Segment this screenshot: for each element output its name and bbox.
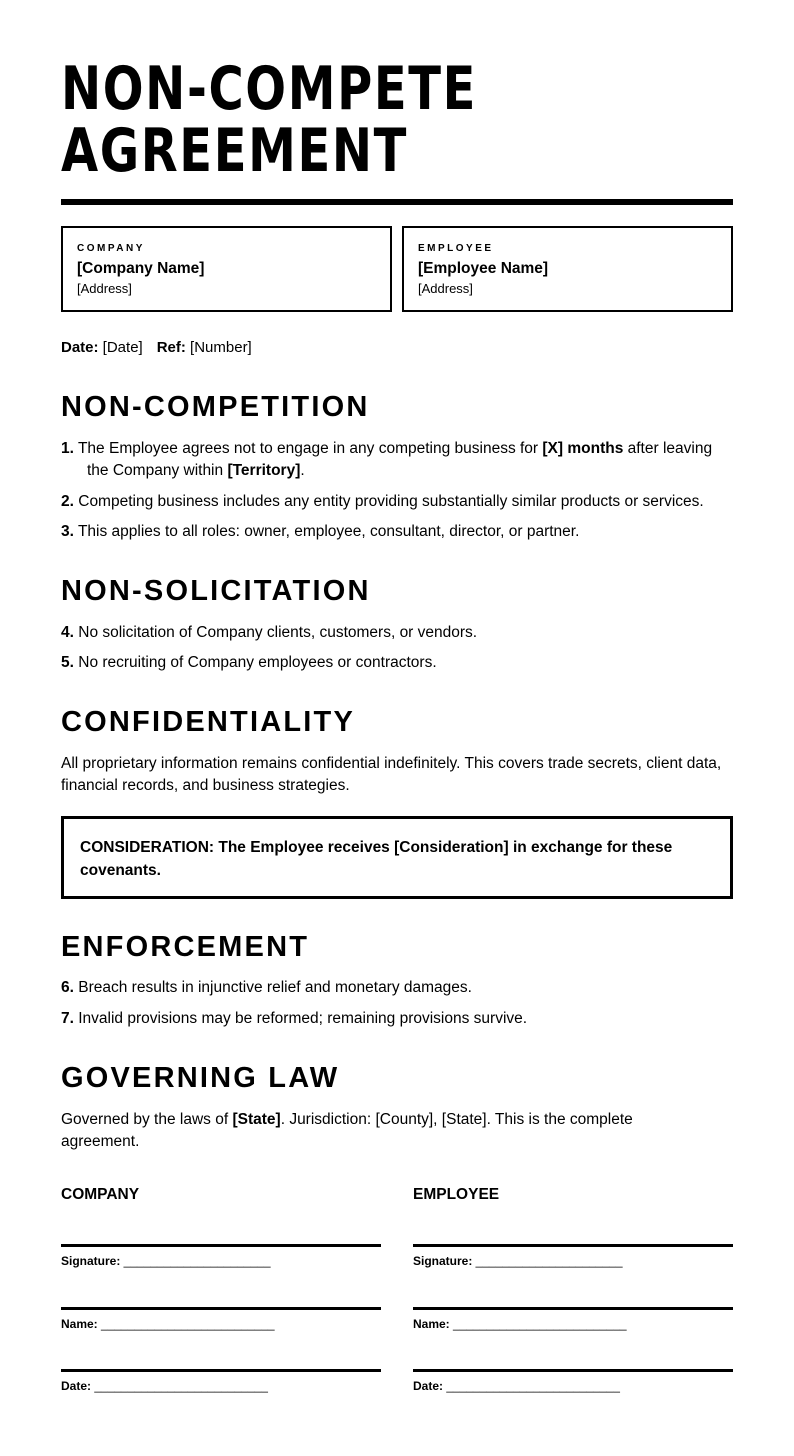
employee-date-label: Date: __________________________ (413, 1379, 620, 1393)
clause-1-text-c: . (300, 462, 305, 479)
employee-label: EMPLOYEE (418, 243, 494, 254)
company-label: COMPANY (77, 243, 145, 254)
section-heading-governing-law: GOVERNING LAW (61, 1062, 340, 1094)
company-name-label: Name: __________________________ (61, 1317, 275, 1331)
employee-address: [Address] (418, 281, 473, 296)
company-signature-heading: COMPANY (61, 1186, 140, 1203)
section-heading-confidentiality: CONFIDENTIALITY (61, 706, 355, 738)
clause-4-text: No solicitation of Company clients, customers, or vendors. (73, 624, 478, 641)
clause-6-number: 6. (61, 979, 74, 996)
employee-signature-heading: EMPLOYEE (413, 1186, 500, 1203)
company-party-box (61, 226, 392, 312)
clause-1-duration: [X] months (542, 440, 624, 457)
clause-1-text-a: The Employee agrees not to engage in any competing business for (73, 440, 543, 457)
company-signature-label: Signature: ______________________ (61, 1254, 271, 1268)
document-title (61, 54, 477, 186)
clause-1-territory: [Territory] (227, 462, 301, 479)
clause-5 (61, 652, 733, 674)
company-signature-block (61, 1185, 381, 1393)
date-value: [Date] (98, 339, 143, 356)
section-heading-enforcement: ENFORCEMENT (61, 931, 310, 963)
clause-2 (61, 491, 733, 513)
employee-signature-block (413, 1185, 733, 1393)
title-line-2: AGREEMENT (61, 116, 408, 186)
clause-2-text: Competing business includes any entity providing substantially similar products or services. (73, 493, 704, 510)
employee-date-line[interactable] (413, 1369, 733, 1372)
governing-law-text (61, 1109, 671, 1153)
clause-4 (61, 622, 733, 644)
governing-law-text-a: Governed by the laws of (61, 1111, 233, 1128)
date-label: Date: (61, 339, 99, 356)
employee-name-line[interactable] (413, 1307, 733, 1310)
consideration-box: CONSIDERATION: The Employee receives [Consideration] in exchange for these covenants. (61, 816, 733, 899)
employee-party-box (402, 226, 733, 312)
clause-3-text: This applies to all roles: owner, employee, consultant, director, or partner. (73, 523, 580, 540)
section-heading-non-solicitation: NON-SOLICITATION (61, 575, 371, 607)
employee-signature-label: Signature: ______________________ (413, 1254, 623, 1268)
ref-value: [Number] (185, 339, 252, 356)
clause-3 (61, 521, 733, 543)
clause-2-number: 2. (61, 493, 74, 510)
section-heading-non-competition: NON-COMPETITION (61, 391, 370, 423)
clause-7-number: 7. (61, 1010, 74, 1027)
clause-4-number: 4. (61, 624, 74, 641)
governing-law-state: [State] (232, 1111, 281, 1128)
clause-1-number: 1. (61, 440, 74, 457)
company-signature-line[interactable] (61, 1244, 381, 1247)
date-ref-line (61, 338, 252, 358)
employee-signature-line[interactable] (413, 1244, 733, 1247)
clause-7-text: Invalid provisions may be reformed; remaining provisions survive. (73, 1010, 528, 1027)
clause-6 (61, 977, 733, 999)
employee-name-label: Name: __________________________ (413, 1317, 627, 1331)
clause-7 (61, 1008, 733, 1030)
company-date-label: Date: __________________________ (61, 1379, 268, 1393)
confidentiality-text: All proprietary information remains confidential indefinitely. This covers trade secrets, client data, financial records, and business strategies. (61, 755, 722, 794)
clause-5-text: No recruiting of Company employees or contractors. (73, 654, 437, 671)
ref-label: Ref: (156, 339, 186, 356)
clause-5-number: 5. (61, 654, 74, 671)
title-divider (61, 199, 733, 205)
company-address: [Address] (77, 281, 132, 296)
company-name-line[interactable] (61, 1307, 381, 1310)
clause-3-number: 3. (61, 523, 74, 540)
clause-1-text-b: after leaving the Company within (87, 440, 713, 479)
company-date-line[interactable] (61, 1369, 381, 1372)
clause-6-text: Breach results in injunctive relief and monetary damages. (73, 979, 472, 996)
employee-name: [Employee Name] (418, 260, 549, 277)
title-line-1: NON-COMPETE (61, 54, 477, 124)
company-name: [Company Name] (77, 260, 205, 277)
governing-law-text-b: . Jurisdiction: [County], [State]. This is the complete agreement. (61, 1111, 633, 1150)
clause-1 (61, 438, 733, 482)
